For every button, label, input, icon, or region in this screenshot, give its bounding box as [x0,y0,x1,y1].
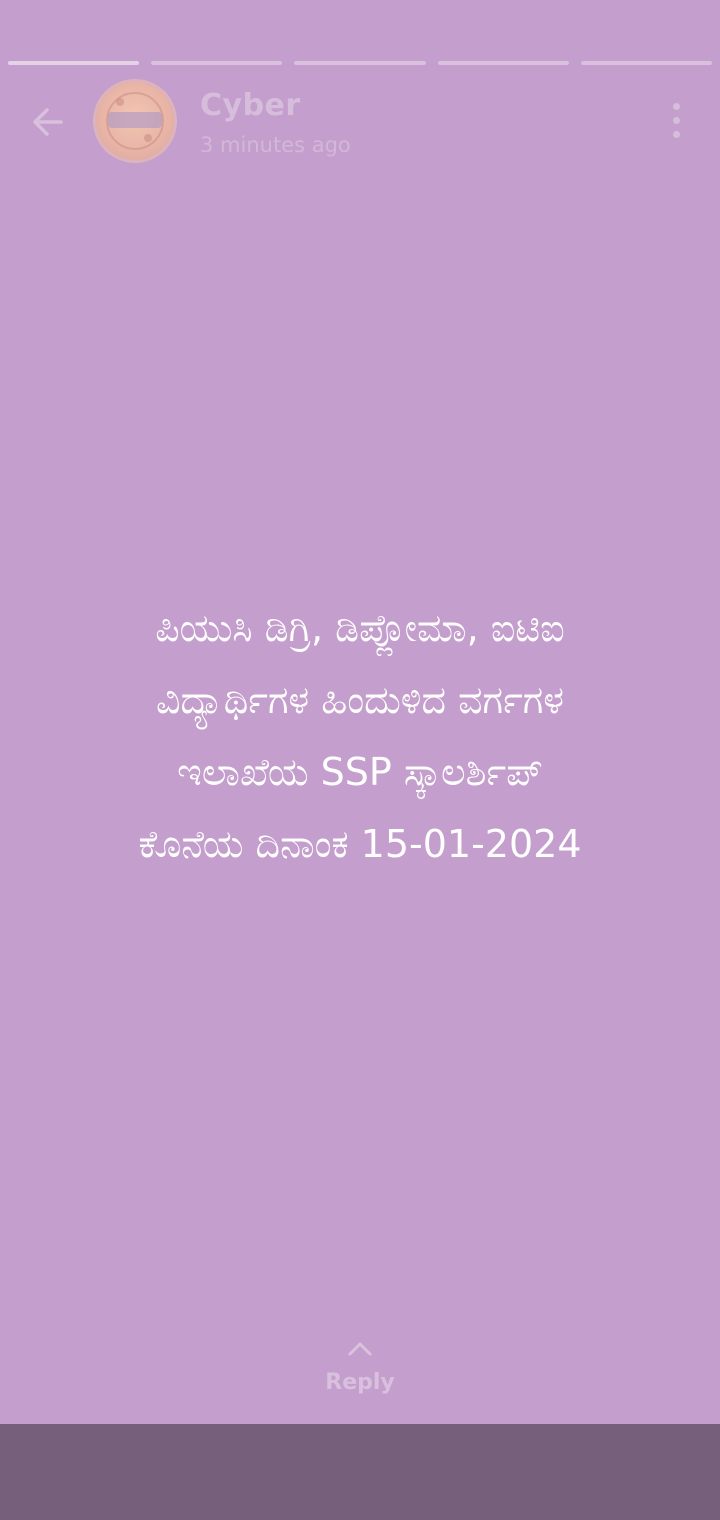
reply-label: Reply [325,1370,395,1395]
chevron-up-icon [340,1336,380,1360]
kebab-dot-icon [673,131,680,138]
story-text-line: ಪಿಯುಸಿ ಡಿಗ್ರಿ, ಡಿಪ್ಲೋಮಾ, ಐಟಿಐ [155,606,565,650]
avatar-dot [116,98,124,106]
avatar-logo-band [108,112,162,128]
story-timestamp: 3 minutes ago [200,133,351,157]
back-button[interactable] [26,100,70,144]
progress-segment [151,61,282,65]
progress-segment [8,61,139,65]
progress-segment [581,61,712,65]
story-header [0,80,720,170]
story-author-name[interactable]: Cyber [200,88,301,123]
kebab-dot-icon [673,103,680,110]
reply-button[interactable] [300,1336,420,1408]
story-text-line: ವಿದ್ಯಾರ್ಥಿಗಳ ಹಿಂದುಳಿದ ವರ್ಗಗಳ [156,678,564,722]
avatar-dot [144,134,152,142]
avatar[interactable] [96,82,174,160]
kebab-dot-icon [673,117,680,124]
story-progress-bar [8,61,712,65]
system-navigation-bar [0,1424,720,1520]
story-text [40,592,680,880]
story-text-line: ಇಲಾಖೆಯ SSP ಸ್ಕಾಲರ್ಶಿಪ್ [177,750,543,794]
more-options-button[interactable] [656,98,696,142]
progress-segment [438,61,569,65]
arrow-left-icon [28,102,68,142]
story-text-line: ಕೊನೆಯ ದಿನಾಂಕ 15-01-2024 [138,822,582,866]
progress-segment [294,61,425,65]
